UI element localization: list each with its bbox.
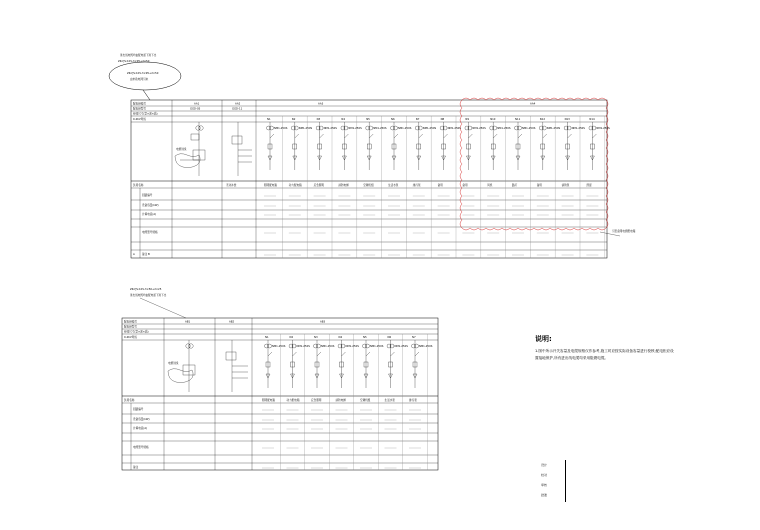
sig-check: 校对	[541, 473, 548, 477]
b-row-load-name: 负荷名称	[124, 399, 135, 402]
top-load-name: 动力配电箱	[288, 184, 302, 187]
row-load-name: 负荷名称	[133, 184, 144, 187]
top-feeder-8	[438, 116, 462, 258]
b-hdr-cabinet-no: 配电柜编号	[124, 320, 137, 324]
bottom-feeder-group	[262, 334, 433, 470]
callout-inner-1: ZR-YJV-1KV-3×95+2×50	[127, 72, 159, 75]
b-hdr-bus: 0.4KV母线	[124, 336, 137, 339]
top-load-name: 预留	[586, 184, 592, 187]
bottom-breaker-label: NM1-250S	[321, 345, 335, 348]
top-feeder-code: N10	[490, 118, 496, 121]
incoming-panel	[175, 122, 205, 176]
top-feeder-7	[413, 116, 437, 258]
top-feeder-12	[537, 116, 561, 258]
top-diagram	[109, 53, 636, 258]
top-load-name: 消防泵	[561, 184, 570, 187]
row-cable: 电缆型号规格	[142, 231, 158, 234]
top-feeder-3	[314, 116, 338, 258]
cabinet-type-1: GGD-05	[190, 107, 201, 111]
row-current: 计算电流(A)	[142, 213, 157, 216]
signature-divider	[565, 460, 566, 502]
b-row-capacity: 设备容量(kW)	[133, 418, 150, 421]
bottom-breaker-label: NM1-250S	[394, 345, 408, 348]
notes-block	[535, 334, 685, 362]
bottom-breaker-label: NM1-250S	[296, 345, 310, 348]
bottom-feeder-4	[336, 334, 360, 470]
top-feeder-2	[289, 116, 313, 258]
bottom-diagram	[122, 287, 438, 470]
row-circuit: 回路编号	[142, 194, 153, 197]
bottom-feeder-code: N3	[314, 336, 318, 339]
cabinet-ab1: AB1	[185, 320, 191, 324]
top-table-frame	[131, 100, 607, 258]
cabinet-type-2: GGD-11	[232, 107, 243, 111]
top-feeder-10	[487, 116, 511, 258]
top-feeder-code: N8	[440, 118, 445, 121]
bottom-load-name: 消防电梯	[335, 399, 346, 402]
notes-title: 说明:	[535, 335, 552, 343]
bottom-feeder-code: N4	[338, 336, 343, 339]
top-feeder-code: N6	[391, 118, 395, 121]
callout-note-sub: ZR-YJV-1KV-3×95+2×50	[118, 60, 150, 63]
top-breaker-label: NM1-250S	[398, 127, 412, 130]
left-label-compensation: 无功补偿	[226, 184, 237, 187]
cabinet-ab3: AB3	[320, 320, 326, 324]
top-feeder-1	[264, 116, 288, 258]
b-row-circuit: 回路编号	[133, 408, 144, 411]
callout-ellipse	[109, 62, 181, 90]
top-breaker-label: NM1-250S	[323, 127, 337, 130]
top-feeder-4	[338, 116, 362, 258]
callout-note: 进出线电缆均由配电柜下进下出	[120, 54, 157, 57]
notes-body: 1.图中所示开关容量及电缆规格仅作参考,施工时应按实际设备容量进行校核;配电柜应设置接地保护,所有进出线电缆均采用阻燃电缆。	[535, 349, 674, 360]
top-feeder-code: N14	[589, 118, 595, 121]
bottom-load-name: 应急照明	[311, 399, 322, 402]
b-row-cable: 电缆型号规格	[133, 446, 149, 449]
b-incoming-panel	[168, 340, 195, 392]
bottom-breaker-label: NM1-250S	[419, 345, 433, 348]
top-breaker-label: NM1-250S	[472, 127, 486, 130]
bottom-feeder-2	[287, 334, 311, 470]
top-feeder-5	[363, 116, 387, 258]
bottom-feeder-code: N1	[265, 336, 269, 339]
bottom-load-name: 空调机组	[360, 399, 371, 402]
top-breaker-label: NM1-250S	[447, 127, 461, 130]
bottom-subtitle: 进出线电缆均由配电柜下进下出	[130, 294, 167, 297]
top-feeder-code: N9	[465, 118, 469, 121]
capacitor-panel	[226, 122, 252, 187]
hdr-cabinet-type: 配电柜型号	[133, 107, 146, 111]
top-breaker-label: NM1-250S	[298, 127, 313, 130]
bottom-feeder-code: N7	[412, 336, 416, 339]
bottom-feeder-7	[409, 334, 433, 470]
left-label-incoming: 电源进线	[176, 148, 187, 151]
top-load-name: 排污泵	[412, 184, 421, 187]
hdr-cabinet-no: 配电柜编号	[133, 102, 146, 106]
cabinet-ab2: AB2	[229, 320, 235, 324]
hdr-cabinet-size: 柜体尺寸(宽×深×高)	[133, 112, 158, 116]
top-load-name: 路灯	[512, 184, 518, 187]
top-feeder-code: N12	[539, 118, 546, 121]
top-breaker-label: NM1-250S	[348, 127, 362, 130]
b-row-current: 计算电流(A)	[133, 427, 148, 430]
top-feeder-code: N4	[341, 118, 345, 121]
callout-inner-2: 由市政电网引来	[130, 78, 149, 81]
top-load-name: 消防电梯	[338, 184, 349, 187]
side-note: 引至备用电源配电箱	[612, 230, 636, 233]
cabinet-aa1: AA1	[194, 102, 200, 106]
sig-approve: 批准	[541, 493, 548, 497]
top-feeder-code: N11	[515, 118, 521, 121]
row-capacity: 设备容量(kW)	[142, 204, 159, 207]
footer-mark-b: B	[148, 253, 150, 256]
top-load-name: 风机	[487, 184, 493, 187]
b-hdr-cabinet-size: 柜体尺寸(宽×深×高)	[124, 330, 149, 334]
row-remark: 备注	[142, 253, 148, 256]
top-load-name: 照明配电箱	[264, 184, 277, 187]
bottom-feeder-code: N6	[387, 336, 392, 339]
top-feeder-13	[562, 116, 586, 258]
top-breaker-label: NM1-250S	[373, 127, 387, 130]
bottom-title-line: ZR-YJV-1KV-3×50+2×25	[130, 288, 162, 291]
bottom-feeder-3	[311, 334, 335, 470]
bottom-load-name: 照明配电箱	[262, 399, 275, 402]
top-feeder-code: N7	[415, 118, 420, 121]
top-breaker-label: NM1-250S	[571, 127, 585, 130]
hdr-bus: 0.4KV母线	[133, 118, 146, 121]
top-feeder-14	[586, 116, 610, 258]
top-load-name: 备用	[462, 184, 468, 187]
top-feeder-code: N2	[291, 118, 296, 121]
top-feeder-6	[388, 116, 412, 258]
bottom-feeder-1	[262, 334, 286, 470]
top-load-name: 应急照明	[313, 184, 324, 187]
revision-cloud	[460, 98, 608, 230]
top-feeder-code: N13	[564, 118, 570, 121]
bottom-feeder-6	[385, 334, 409, 470]
bottom-feeder-code: N2	[289, 336, 294, 339]
top-feeder-11	[512, 116, 536, 258]
b-hdr-cabinet-type: 配电柜型号	[124, 325, 137, 329]
top-load-name: 空调机组	[363, 184, 374, 187]
b-row-remark: 备注	[133, 466, 139, 469]
bottom-load-name: 动力配电箱	[286, 399, 300, 402]
bottom-feeder-code: N5	[363, 336, 367, 339]
top-breaker-label: NM1-250S	[274, 127, 288, 130]
top-breaker-label: NM1-250S	[422, 127, 437, 130]
top-feeder-code: N5	[366, 118, 370, 121]
sig-review: 审核	[541, 483, 548, 487]
top-load-name: 备用	[437, 184, 443, 187]
footer-mark-a: A	[133, 253, 135, 256]
bottom-breaker-label: NM1-250S	[370, 345, 384, 348]
bottom-load-name: 生活水泵	[384, 399, 395, 402]
top-breaker-label: NM1-250S	[596, 127, 610, 130]
bottom-breaker-label: NM1-250S	[345, 345, 359, 348]
top-feeder-9	[462, 116, 486, 258]
cabinet-aa3: AA3	[318, 102, 324, 106]
bottom-breaker-label: NM1-250S	[272, 345, 286, 348]
signature-block	[541, 463, 547, 503]
top-breaker-label: NM1-250S	[546, 127, 561, 130]
bottom-load-name: 排污泵	[409, 399, 417, 402]
b-capacitor-panel	[226, 340, 248, 392]
b-left-label-incoming: 电源进线	[168, 362, 179, 365]
top-feeder-code: N3	[316, 118, 321, 121]
top-breaker-label: NM1-250S	[522, 127, 536, 130]
top-breaker-label: NM1-250S	[497, 127, 511, 130]
bottom-feeder-5	[360, 334, 384, 470]
top-feeder-code: N1	[267, 118, 271, 121]
top-load-name: 备用	[536, 184, 542, 187]
cabinet-aa2: AA2	[235, 102, 241, 106]
sig-design: 设计	[541, 463, 548, 467]
top-load-name: 生活水泵	[388, 184, 399, 187]
cabinet-aa4: AA4	[530, 102, 536, 106]
top-feeder-group	[264, 116, 610, 258]
